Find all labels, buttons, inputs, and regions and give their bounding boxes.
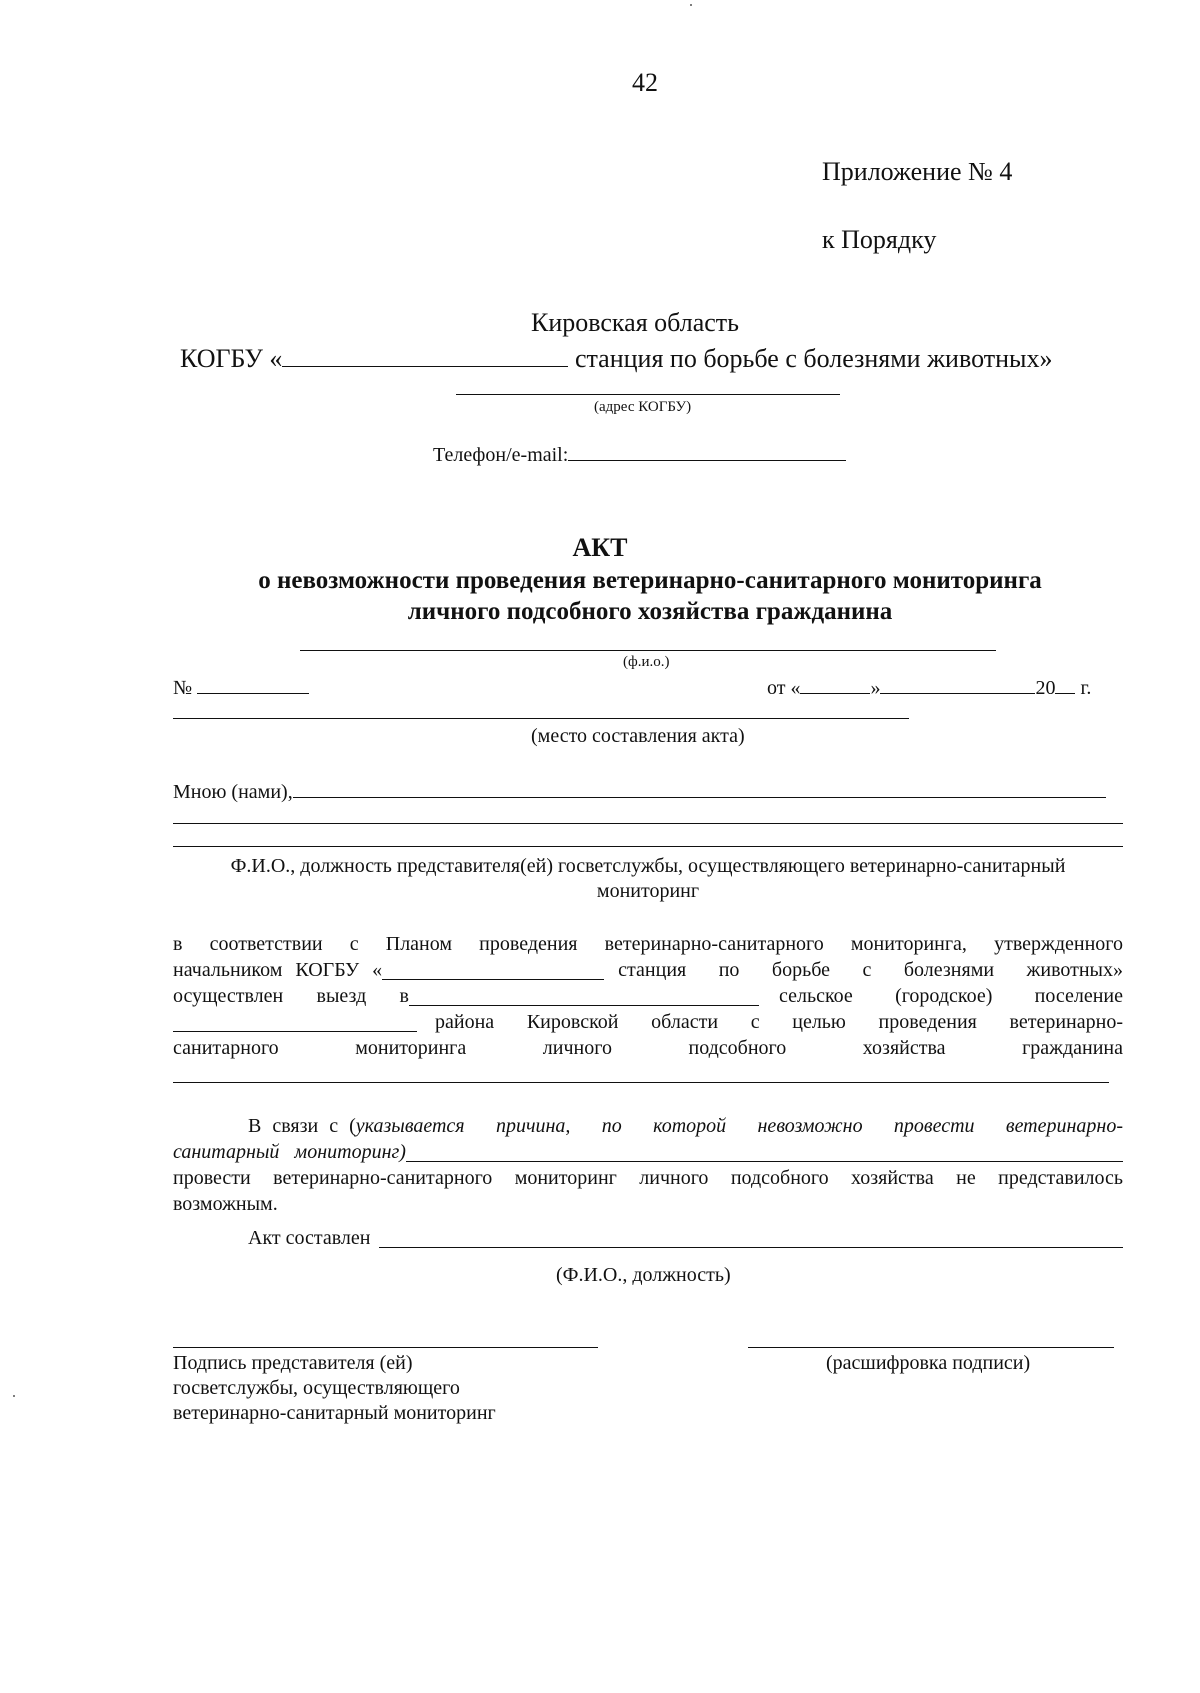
p2-line2-text: санитарный мониторинг) [173,1141,406,1163]
signature-decoding-field[interactable] [748,1347,1114,1348]
compiled-by-field[interactable] [379,1227,1124,1248]
by-label: Мною (нами), [173,781,293,803]
address-field[interactable] [456,394,840,395]
p1-line2-b: станция по борьбе с болезнями животных» [618,959,1123,981]
p2-line1-a: В связи с ( [248,1115,356,1137]
date-day-field[interactable] [800,673,870,694]
p1-line4-text: района Кировской области с целью проведения ветеринарно- [435,1011,1123,1033]
act-subtitle-2: личного подсобного хозяйства гражданина [407,598,893,625]
phone-email-field[interactable] [568,440,846,461]
p2-line1 [173,1115,1123,1138]
appendix-title: Приложение № 4 [822,157,1013,186]
by-line [173,777,1106,804]
district-field[interactable] [173,1011,417,1032]
p2-line2 [173,1141,1123,1164]
number-line [173,673,309,700]
org-name-field-2[interactable] [382,959,604,980]
date-from: от « [767,677,801,699]
rep-caption-1: Ф.И.О., должность представителя(ей) госветслужбы, осуществляющего ветеринарно-санитарный [230,855,1066,877]
p1-line2 [173,959,1123,982]
date-year-field[interactable] [1055,673,1075,694]
representative-field[interactable] [293,777,1106,798]
sig-left-2: госветслужбы, осуществляющего [173,1377,460,1399]
p1-line3-b: сельское (городское) поселение [779,985,1123,1007]
p1-line1: в соответствии с Планом проведения ветеринарно-санитарного мониторинга, утвержденного [173,933,1123,955]
p1-line3 [173,985,1123,1008]
year-prefix: 20 [1035,677,1056,699]
sig-right: (расшифровка подписи) [826,1352,1031,1374]
page-number: 42 [632,68,658,97]
address-caption: (адрес КОГБУ) [594,399,692,415]
date-line [767,673,1091,700]
signature-field[interactable] [173,1347,598,1348]
sig-left-3: ветеринарно-санитарный мониторинг [173,1402,496,1424]
scan-speck [690,4,692,6]
reason-field[interactable] [406,1141,1123,1162]
p2-line1-b: указывается причина, по которой невозможно провести ветеринарно- [355,1115,1123,1137]
year-suffix: г. [1080,677,1092,699]
act-subtitle-1: о невозможности проведения ветеринарно-санитарного мониторинга [258,567,1042,594]
representative-field-2[interactable] [173,823,1123,824]
number-label: № [173,677,193,699]
act-title: АКТ [572,533,628,562]
fio-caption: (ф.и.о.) [623,654,670,670]
compiled-caption: (Ф.И.О., должность) [556,1264,731,1286]
sig-left-1: Подпись представителя (ей) [173,1352,413,1374]
p1-line2-a: начальником КОГБУ « [173,959,383,981]
org-suffix: станция по борьбе с болезнями животных» [574,344,1053,373]
p1-line5: санитарного мониторинга личного подсобного хозяйства гражданина [173,1037,1123,1059]
p1-line4 [173,1011,1123,1034]
settlement-field[interactable] [409,985,759,1006]
scan-speck [13,1395,15,1397]
org-line [180,340,1052,374]
appendix-to: к Порядку [822,225,937,254]
p2-line4: возможным. [173,1193,278,1215]
date-month-field[interactable] [880,673,1035,694]
org-prefix: КОГБУ « [180,344,283,373]
org-name-field[interactable] [282,340,568,367]
citizen-field[interactable] [173,1082,1109,1083]
compiled-line [248,1227,1123,1250]
region: Кировская область [531,308,740,337]
representative-field-3[interactable] [173,846,1123,847]
citizen-fio-field[interactable] [300,650,996,651]
rep-caption-2: мониторинг [596,880,700,902]
phone-label: Телефон/e-mail: [433,444,569,466]
p1-line3-a: осуществлен выезд в [173,985,409,1007]
place-field[interactable] [173,718,909,719]
phone-line [433,440,846,467]
compiled-label: Акт составлен [248,1227,371,1249]
p2-line3: провести ветеринарно-санитарного мониторинг личного подсобного хозяйства не представилось [173,1167,1123,1189]
date-close-quote: » [870,677,881,699]
act-number-field[interactable] [197,673,309,694]
place-caption: (место составления акта) [531,725,745,747]
